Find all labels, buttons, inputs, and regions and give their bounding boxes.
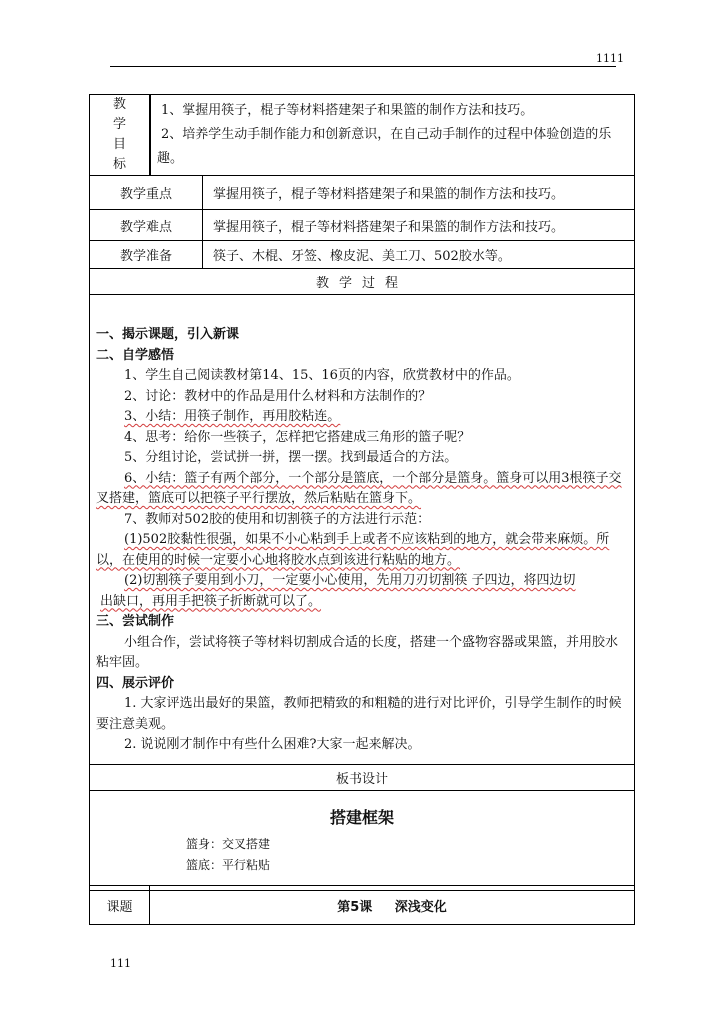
goals-row [90,95,635,176]
step-2: 2、讨论：教材中的作品是用什么材料和方法制作的？ [124,388,432,404]
goals-inner-box [150,95,634,175]
step-5: 5、分组讨论，尝试拼一拼，摆一摆。找到最适合的方法。 [124,450,458,465]
process-body-row [90,295,635,765]
board-heading-row [90,764,635,790]
step-7-note-1-text: (1)502胶黏性很强，如果不小心粘到手上或者不应该粘到的地方，就会带来麻烦。所以，在使用的时候一定要小心地将胶水点到该进行粘贴的地方。 [96,532,610,568]
board-body [90,790,635,890]
footer-page-number: 111 [110,957,131,970]
step-4: 4、思考：给你一些筷子，怎样把它搭建成三角形的篮子呢？ [124,429,471,445]
preparation-value: 筷子、木棍、牙签、橡皮泥、美工刀、502胶水等。 [203,241,635,269]
step-7-note-2b [96,592,628,613]
goals-label-4: 标 [112,157,126,172]
step-1: 1、学生自己阅读教材第14、15、16页的内容，欣赏教材中的作品。 [124,368,520,383]
goals-label-1: 教 [112,97,126,112]
lesson-title: 第5课 深浅变化 [150,886,635,925]
step-7-note-2a-text: (2)切割筷子要用到小刀，一定要小心使用，先用刀刃切割筷 子四边，将四边切 [124,573,576,588]
step-6-text: 6、小结：篮子有两个部分，一个部分是篮底，一个部分是篮身。篮身可以用3根筷子交叉搭建，篮底可以把筷子平行摆放，然后粘贴在篮身下。 [96,470,622,506]
goals-label-3: 目 [112,137,126,152]
step-7-note-2a [96,571,628,592]
preparation-row [90,241,635,269]
step-review-1: 1. 大家评选出最好的果篮，教师把精致的和粗糙的进行对比评价，引导学生制作的时候要注意美观。 [96,696,622,732]
step-6 [96,469,628,510]
process-heading-row [90,269,635,295]
goals-label [90,95,150,176]
section-4-heading: 四、展示评价 [96,675,175,691]
lesson-row [90,886,635,925]
key-point-value: 掌握用筷子，棍子等材料搭建架子和果篮的制作方法和技巧。 [203,176,635,210]
board-line-1: 篮身：交叉搭建 [186,836,271,851]
lesson-label: 课题 [90,886,150,925]
goals-content [150,95,635,176]
key-point-label: 教学重点 [90,176,203,210]
process-body [90,295,635,765]
goal-item-1: 1、掌握用筷子，棍子等材料搭建架子和果篮的制作方法和技巧。 [161,103,534,118]
section-2-heading: 二、自学感悟 [96,347,175,363]
step-3 [96,407,628,428]
board-line-2: 篮底：平行粘贴 [186,857,271,872]
section-3-heading: 三、尝试制作 [96,614,175,629]
lesson-title-table [89,885,635,925]
section-1-heading: 一、揭示课题，引入新课 [96,327,240,342]
goals-label-2: 学 [112,117,126,132]
key-point-row [90,176,635,210]
lesson-plan-table [89,94,635,891]
goal-item-2: 2、培养学生动手制作能力和创新意识，在自己动手制作的过程中体验创造的乐趣。 [157,127,612,166]
board-body-row [90,790,635,890]
preparation-label: 教学准备 [90,241,203,269]
board-title: 搭建框架 [329,807,394,827]
difficulty-label: 教学难点 [90,210,203,241]
process-heading: 教学过程 [90,269,635,295]
header-rule [110,66,616,67]
step-review-2: 2. 说说刚才制作中有些什么困难?大家一起来解决。 [124,737,421,752]
difficulty-row [90,210,635,241]
step-7-note-2b-text: 出缺口，再用手把筷子折断就可以了。 [100,593,322,609]
step-try: 小组合作，尝试将筷子等材料切割成合适的长度，搭建一个盛物容器或果篮，并用胶水粘牢固。 [96,634,619,670]
step-7-note-1 [96,530,628,571]
board-heading: 板书设计 [90,764,635,790]
header-page-number: 1111 [596,52,624,65]
step-7: 7、教师对502胶的使用和切割筷子的方法进行示范： [124,511,431,527]
step-3-text: 3、小结：用筷子制作，再用胶粘连。 [124,409,341,424]
difficulty-value: 掌握用筷子，棍子等材料搭建架子和果篮的制作方法和技巧。 [203,210,635,241]
